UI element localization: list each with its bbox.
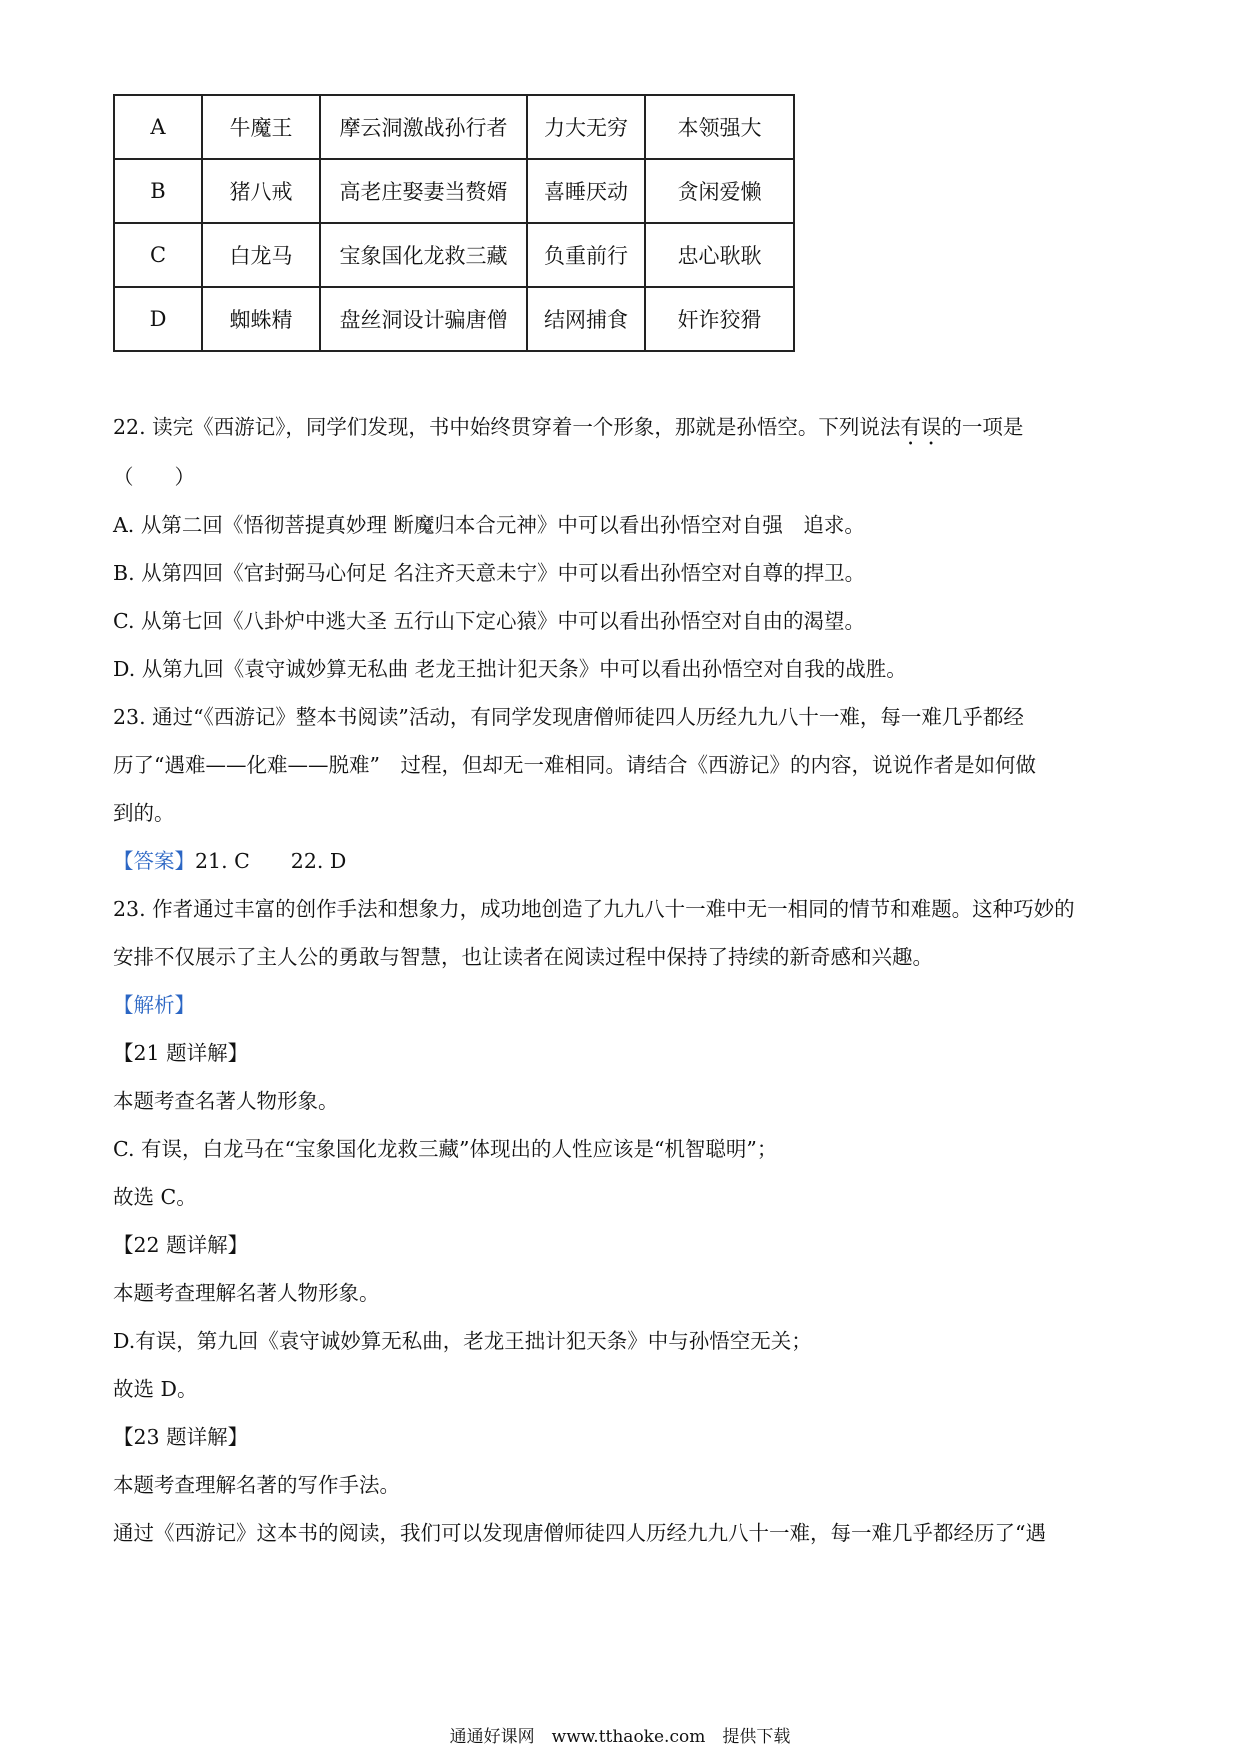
answer-tag: 【答案】 <box>113 849 195 873</box>
option-c: C. 从第七回《八卦炉中逃大圣 五行山下定心猿》中可以看出孙悟空对自由的渴望。 <box>113 609 866 633</box>
answer-text: 21. C 22. D <box>195 849 347 873</box>
trait: 贪闲爱懒 <box>645 159 794 223</box>
table-row <box>114 95 794 159</box>
analysis-text: 本题考查理解名著人物形象。 <box>113 1281 380 1305</box>
analysis-text: 故选 D。 <box>113 1377 198 1401</box>
episode: 摩云洞激战孙行者 <box>320 95 527 159</box>
analysis-text: 本题考查理解名著的写作手法。 <box>113 1473 400 1497</box>
answer-23-line: 23. 作者通过丰富的创作手法和想象力，成功地创造了九九八十一难中无一相同的情节和难题。这种巧妙的 <box>113 897 1075 921</box>
trait: 本领强大 <box>645 95 794 159</box>
table-row <box>114 159 794 223</box>
trait: 奸诈狡猾 <box>645 287 794 351</box>
analysis-text: D.有误，第九回《袁守诚妙算无私曲，老龙王拙计犯天条》中与孙悟空无关； <box>113 1329 812 1353</box>
trait: 忠心耿耿 <box>645 223 794 287</box>
section-heading-21: 【21 题详解】 <box>113 1041 249 1065</box>
page-footer: 通通好课网 www.tthaoke.com 提供下载 <box>449 1727 791 1747</box>
row-letter: D <box>114 287 202 351</box>
character-name: 牛魔王 <box>202 95 320 159</box>
table-row <box>114 223 794 287</box>
trait: 负重前行 <box>527 223 645 287</box>
emphasized-text: 有误 <box>900 415 942 439</box>
analysis-text: 故选 C。 <box>113 1185 197 1209</box>
option-d: D. 从第九回《袁守诚妙算无私曲 老龙王拙计犯天条》中可以看出孙悟空对自我的战胜。 <box>113 657 907 681</box>
row-letter: A <box>114 95 202 159</box>
trait: 结网捕食 <box>527 287 645 351</box>
analysis-text: 本题考查名著人物形象。 <box>113 1089 339 1113</box>
episode: 高老庄娶妻当赘婿 <box>320 159 527 223</box>
section-heading-23: 【23 题详解】 <box>113 1425 249 1449</box>
options-table <box>113 94 795 352</box>
question-22-stem <box>113 412 1023 450</box>
option-a: A. 从第二回《悟彻菩提真妙理 断魔归本合元神》中可以看出孙悟空对自强 追求。 <box>113 513 865 537</box>
analysis-text: C. 有误，白龙马在“宝象国化龙救三藏”体现出的人性应该是“机智聪明”； <box>113 1137 778 1161</box>
episode: 宝象国化龙救三藏 <box>320 223 527 287</box>
question-23-line: 23. 通过“《西游记》整本书阅读”活动，有同学发现唐僧师徒四人历经九九八十一难，每一难几乎都经 <box>113 705 1024 729</box>
answer-23-line: 安排不仅展示了主人公的勇敢与智慧，也让读者在阅读过程中保持了持续的新奇感和兴趣。 <box>113 945 933 969</box>
stem-text: 22. 读完《西游记》，同学们发现，书中始终贯穿着一个形象，那就是孙悟空。下列说法 <box>113 415 901 439</box>
stem-text: 的一项是 <box>941 415 1024 439</box>
analysis-tag: 【解析】 <box>113 993 195 1017</box>
episode: 盘丝洞设计骗唐僧 <box>320 287 527 351</box>
trait: 力大无穷 <box>527 95 645 159</box>
question-23-line: 到的。 <box>113 801 175 825</box>
answer-line <box>113 846 346 876</box>
answer-parentheses: （ ） <box>113 465 195 489</box>
section-heading-22: 【22 题详解】 <box>113 1233 249 1257</box>
trait: 喜睡厌动 <box>527 159 645 223</box>
row-letter: B <box>114 159 202 223</box>
character-name: 猪八戒 <box>202 159 320 223</box>
character-name: 蜘蛛精 <box>202 287 320 351</box>
analysis-text: 通过《西游记》这本书的阅读，我们可以发现唐僧师徒四人历经九九八十一难，每一难几乎都经历了“遇 <box>113 1521 1046 1545</box>
character-name: 白龙马 <box>202 223 320 287</box>
option-b: B. 从第四回《官封弼马心何足 名注齐天意未宁》中可以看出孙悟空对自尊的捍卫。 <box>113 561 866 585</box>
table-row <box>114 287 794 351</box>
question-23-line: 历了“遇难——化难——脱难” 过程，但却无一难相同。请结合《西游记》的内容，说说作者是如何做 <box>113 753 1036 777</box>
row-letter: C <box>114 223 202 287</box>
